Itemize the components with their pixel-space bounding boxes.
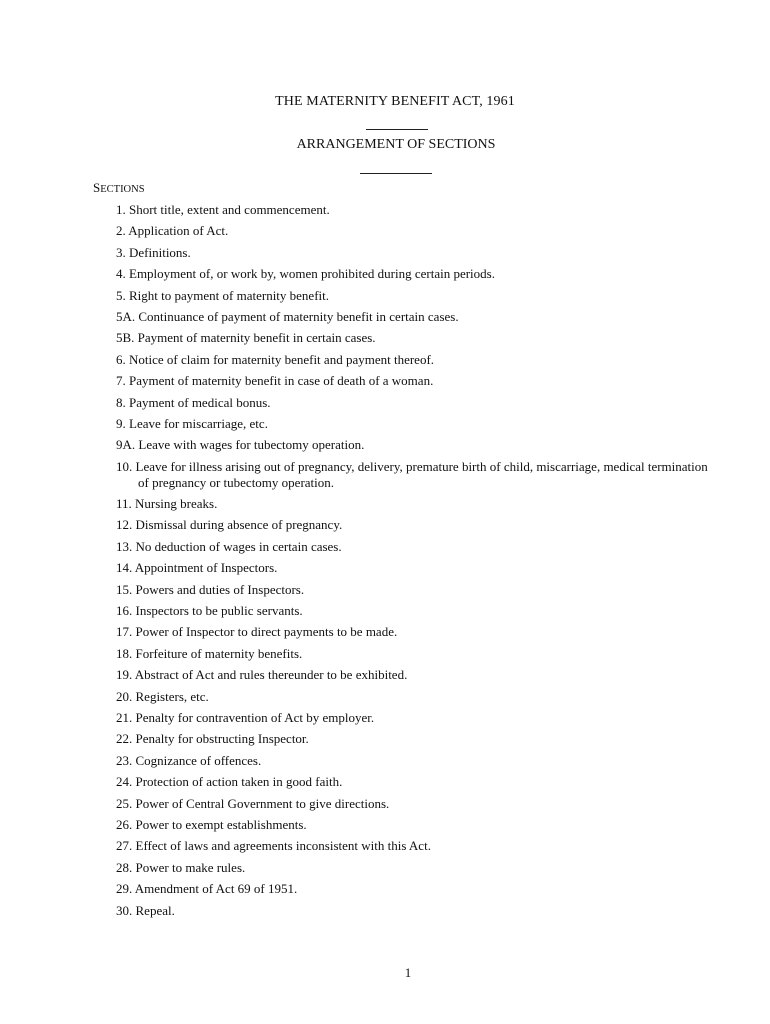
section-entry: 27. Effect of laws and agreements inconsistent with this Act. (116, 838, 431, 854)
section-entry: 16. Inspectors to be public servants. (116, 603, 303, 619)
section-entry: 22. Penalty for obstructing Inspector. (116, 731, 309, 747)
section-entry: 4. Employment of, or work by, women prohibited during certain periods. (116, 266, 495, 282)
section-entry: 11. Nursing breaks. (116, 496, 218, 512)
section-entry: 26. Power to exempt establishments. (116, 816, 307, 832)
section-entry: 18. Forfeiture of maternity benefits. (116, 645, 303, 661)
section-entry: 21. Penalty for contravention of Act by employer. (116, 709, 375, 725)
section-entry: 3. Definitions. (116, 244, 191, 260)
title-divider (366, 129, 428, 130)
sections-label-initial: S (93, 180, 101, 195)
section-entry: 13. No deduction of wages in certain cases. (116, 538, 342, 554)
section-entry: 12. Dismissal during absence of pregnancy. (116, 517, 343, 533)
page-number: 1 (404, 965, 412, 980)
section-entry: 1. Short title, extent and commencement. (116, 202, 330, 217)
section-entry: 5A. Continuance of payment of maternity benefit in certain cases. (116, 308, 459, 324)
section-entry: 23. Cognizance of offences. (116, 752, 262, 768)
document-title: THE MATERNITY BENEFIT ACT, 1961 (275, 94, 515, 109)
section-entry: 5B. Payment of maternity benefit in certain cases. (116, 330, 376, 346)
section-entry: 14. Appointment of Inspectors. (116, 560, 278, 576)
section-list (116, 202, 716, 924)
section-entry: 10. Leave for illness arising out of pregnancy, delivery, premature birth of child, miscarriage, medical termination of pregnancy or tubectomy operation. (116, 458, 708, 490)
section-entry: 2. Application of Act. (116, 223, 229, 239)
document-subtitle: ARRANGEMENT OF SECTIONS (296, 137, 496, 152)
section-entry: 30. Repeal. (116, 902, 175, 918)
subtitle-divider (360, 173, 432, 174)
sections-label-rest: ECTIONS (100, 184, 145, 195)
section-entry: 25. Power of Central Government to give directions. (116, 795, 390, 811)
section-entry: 9. Leave for miscarriage, etc. (116, 415, 268, 431)
section-entry: 7. Payment of maternity benefit in case of death of a woman. (116, 373, 434, 389)
section-entry: 17. Power of Inspector to direct payments to be made. (116, 624, 398, 640)
section-entry: 19. Abstract of Act and rules thereunder to be exhibited. (116, 667, 408, 683)
section-entry: 6. Notice of claim for maternity benefit and payment thereof. (116, 351, 435, 367)
section-entry: 28. Power to make rules. (116, 859, 246, 875)
section-entry: 29. Amendment of Act 69 of 1951. (116, 881, 298, 897)
sections-label (93, 180, 145, 196)
section-entry: 15. Powers and duties of Inspectors. (116, 581, 305, 597)
section-entry: 8. Payment of medical bonus. (116, 394, 271, 410)
section-entry: 20. Registers, etc. (116, 688, 209, 704)
section-entry: 24. Protection of action taken in good faith. (116, 774, 343, 790)
section-entry: 5. Right to payment of maternity benefit. (116, 287, 330, 303)
section-entry: 9A. Leave with wages for tubectomy operation. (116, 437, 365, 453)
